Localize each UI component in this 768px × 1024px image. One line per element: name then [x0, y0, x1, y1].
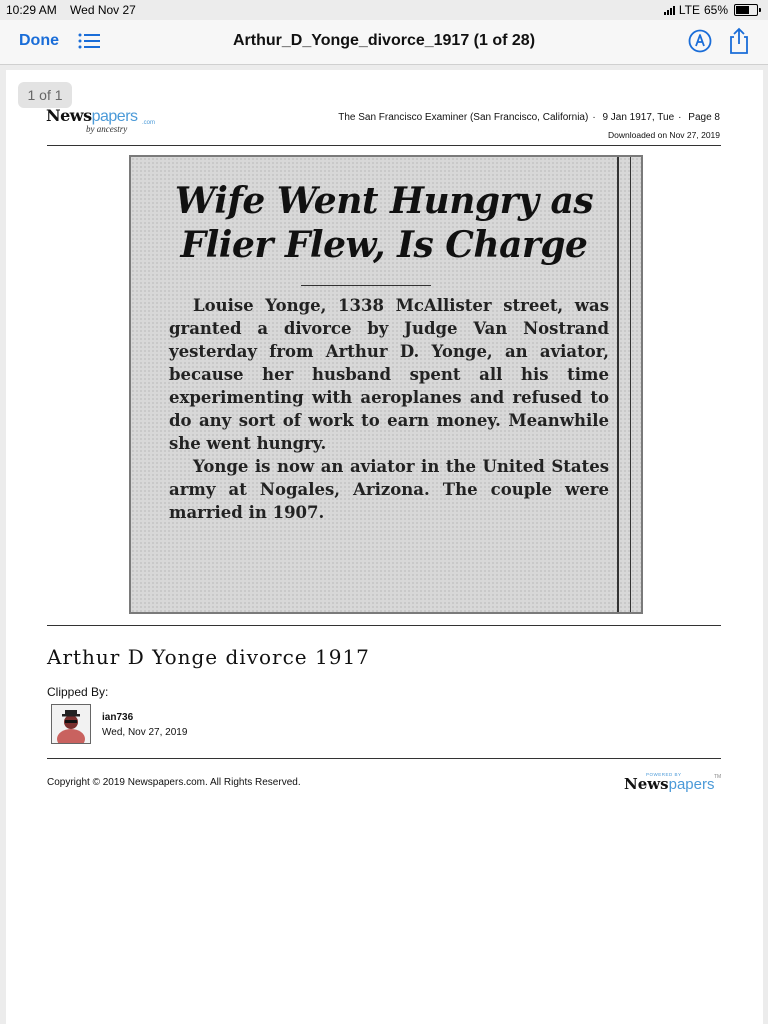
headline-line-1: Wife Went Hungry as	[174, 180, 594, 222]
network-type: LTE	[678, 3, 700, 17]
done-button[interactable]: Done	[19, 32, 59, 49]
by-ancestry: by ancestry	[86, 124, 128, 134]
user-avatar[interactable]	[51, 704, 91, 744]
status-date: Wed Nov 27	[70, 3, 136, 17]
publication-name: The San Francisco Examiner (San Francisco, California)	[338, 112, 589, 123]
trademark-mark: TM	[714, 774, 722, 780]
newspaper-clipping-image	[129, 155, 643, 614]
battery-icon	[734, 4, 758, 16]
status-right	[664, 3, 758, 17]
document-page	[6, 70, 763, 1024]
footer-divider	[47, 758, 721, 759]
list-icon[interactable]	[78, 32, 100, 50]
clipped-by-label: Clipped By:	[47, 685, 109, 699]
header-divider	[47, 145, 721, 146]
cellular-signal-icon	[664, 6, 675, 15]
newspapers-wordmark: Newspapers	[46, 106, 138, 125]
page-number: Page 8	[688, 112, 720, 123]
article-paragraph: Yonge is now an aviator in the United States army at Nogales, Arizona. The couple were married in 1907.	[169, 457, 609, 522]
clip-date: Wed, Nov 27, 2019	[102, 727, 188, 738]
downloaded-date: Downloaded on Nov 27, 2019	[608, 130, 720, 140]
markup-pen-icon[interactable]	[688, 29, 712, 53]
page-indicator: 1 of 1	[18, 82, 72, 108]
article-headline	[149, 179, 619, 267]
headline-divider	[301, 285, 431, 286]
powered-by-newspapers-logo	[624, 772, 724, 794]
battery-fill	[736, 6, 749, 14]
clip-title: Arthur D Yonge divorce 1917	[47, 645, 370, 669]
powered-by-text: POWERED BY	[646, 772, 682, 777]
publication-line: The San Francisco Examiner (San Francisco, California) · 9 Jan 1917, Tue · Page 8	[338, 112, 720, 123]
newspapers-logo	[46, 106, 176, 140]
document-title: Arthur_D_Yonge_divorce_1917 (1 of 28)	[232, 32, 536, 49]
article-body	[169, 294, 609, 524]
status-left	[6, 3, 136, 17]
article-paragraph: Louise Yonge, 1338 McAllister street, was granted a divorce by Judge Van Nostrand yesterday from Arthur D. Yonge, an aviator, because her husband spent all his time experimenting with aeroplanes and refused to do any sort of work to earn money. Meanwhile she went hungry.	[169, 296, 609, 453]
status-time: 10:29 AM	[6, 3, 57, 17]
footer-wordmark: Newspapers	[624, 775, 715, 793]
headline-line-2: Flier Flew, Is Charge	[180, 224, 588, 266]
clip-divider	[47, 625, 721, 626]
status-bar	[0, 0, 768, 20]
column-rule	[630, 157, 631, 612]
battery-percent: 65%	[703, 3, 728, 17]
clipper-username[interactable]: ian736	[102, 712, 134, 723]
newspapers-com-suffix: .com	[142, 120, 156, 126]
share-icon[interactable]	[727, 27, 751, 55]
nav-bar	[0, 20, 768, 65]
copyright-text: Copyright © 2019 Newspapers.com. All Rights Reserved.	[47, 777, 301, 788]
publication-date: 9 Jan 1917, Tue	[602, 112, 675, 123]
